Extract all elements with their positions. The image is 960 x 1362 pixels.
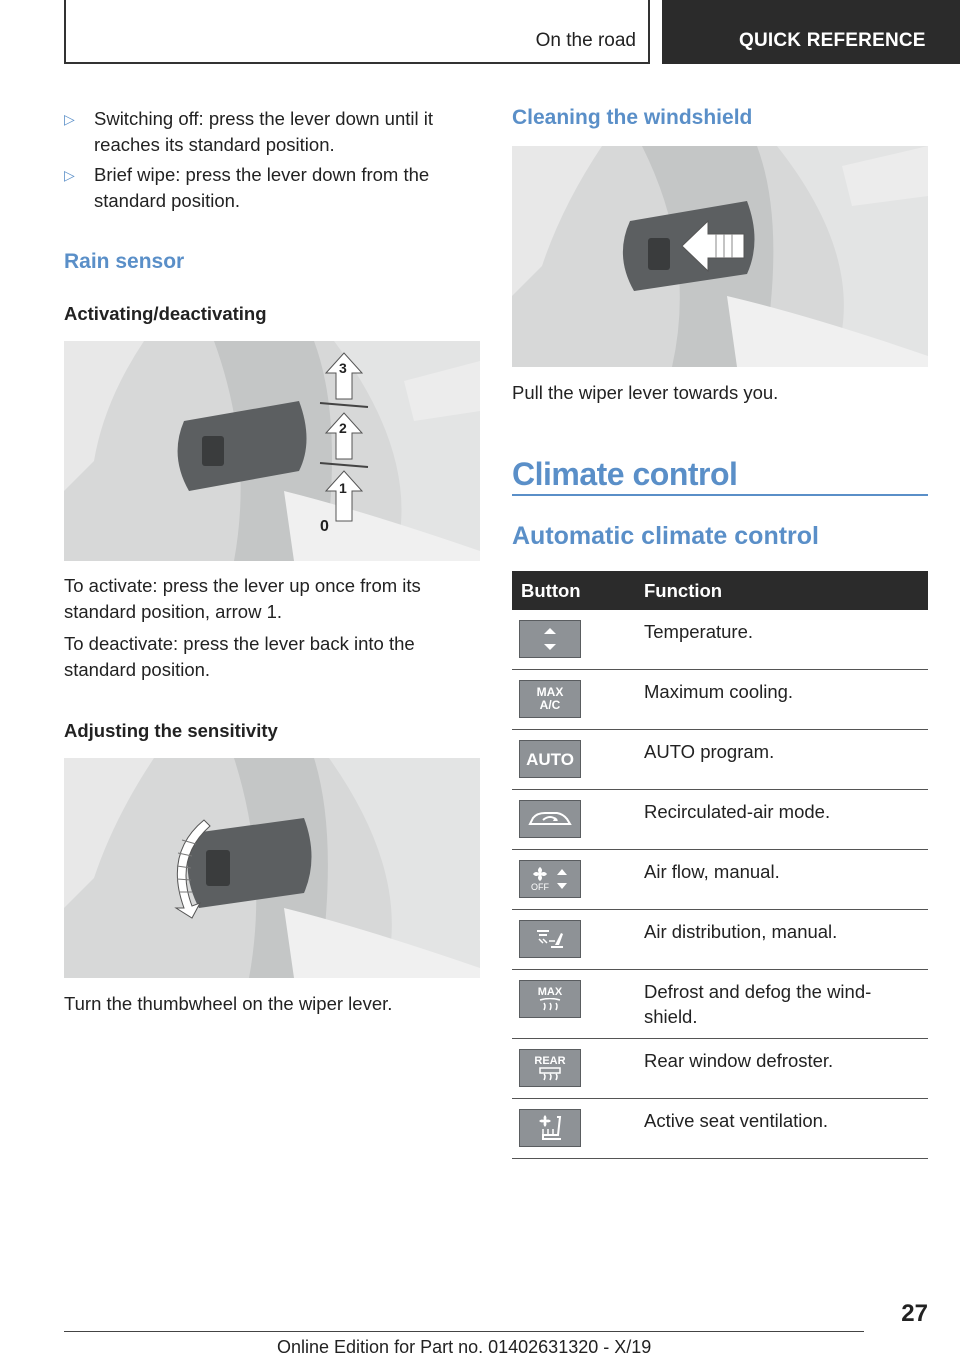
footer-divider — [64, 1331, 864, 1332]
bullet-text: Brief wipe: press the lever down from the standard position. — [94, 164, 430, 211]
figure-label: 3 — [339, 360, 347, 376]
max-ac-icon — [519, 680, 581, 718]
table-row — [512, 1039, 928, 1099]
function-cell: Temperature. — [634, 610, 928, 670]
table-row — [512, 910, 928, 970]
deactivate-instruction: To deactivate: press the lever back into the standard position. — [64, 633, 415, 680]
icon-text: MAX — [537, 986, 563, 998]
wiper-lever-up-illustration — [64, 341, 480, 561]
column-header-function: Function — [634, 571, 928, 610]
figure-label: 0 — [320, 518, 329, 535]
function-cell: Air flow, manual. — [634, 850, 928, 910]
table-header-row — [512, 571, 928, 610]
bullet-item — [64, 162, 464, 214]
activating-heading: Activating/deactivating — [64, 303, 267, 324]
icon-text: MAX — [536, 685, 564, 699]
page-number: 27 — [901, 1300, 928, 1327]
cleaning-heading: Cleaning the windshield — [512, 106, 753, 129]
function-cell: Recirculated-air mode. — [634, 790, 928, 850]
climate-control-heading: Climate control — [512, 456, 738, 492]
bullet-text: Switching off: press the lever down until it reaches its standard position. — [94, 108, 433, 155]
section-divider — [512, 494, 928, 496]
rear-defrost-icon — [519, 1049, 581, 1087]
figure-label: 2 — [339, 420, 347, 436]
function-cell: Air distribution, manual. — [634, 910, 928, 970]
max-defrost-icon — [519, 980, 581, 1018]
activate-instruction: To activate: press the lever up once from its standard position, arrow 1. — [64, 575, 421, 622]
column-header-button: Button — [512, 571, 634, 610]
pull-lever-illustration — [512, 146, 928, 367]
footer-edition-text: Online Edition for Part no. 01402631320 - X/19 — [277, 1337, 652, 1357]
function-cell: Maximum cooling. — [634, 670, 928, 730]
header-chapter-title: QUICK REFERENCE — [739, 30, 926, 51]
sensitivity-instruction: Turn the thumbwheel on the wiper lever. — [64, 993, 393, 1014]
table-row — [512, 850, 928, 910]
bullet-item — [64, 106, 464, 158]
table-row — [512, 970, 928, 1039]
air-distribution-icon — [519, 920, 581, 958]
thumbwheel-illustration — [64, 758, 480, 978]
icon-text: A/C — [539, 698, 561, 712]
seat-ventilation-icon — [519, 1109, 581, 1147]
cleaning-instruction: Pull the wiper lever towards you. — [512, 382, 779, 403]
header-section-tab — [64, 0, 650, 64]
recirculation-car-icon — [519, 800, 581, 838]
icon-text: OFF — [531, 882, 549, 892]
figure-label: 1 — [339, 480, 347, 496]
automatic-climate-heading: Automatic climate control — [512, 522, 819, 550]
triangle-bullet-icon: ▷ — [64, 167, 75, 183]
climate-button-table — [512, 571, 928, 1159]
table-row — [512, 1099, 928, 1159]
header-section-title: On the road — [535, 30, 636, 51]
table-row — [512, 790, 928, 850]
auto-icon — [519, 740, 581, 778]
thumbwheel-svg — [64, 758, 480, 978]
table-row — [512, 670, 928, 730]
pull-lever-svg — [512, 146, 928, 367]
icon-text: AUTO — [526, 749, 574, 769]
table-row — [512, 730, 928, 790]
table-row — [512, 610, 928, 670]
sensitivity-heading: Adjusting the sensitivity — [64, 720, 278, 741]
rain-sensor-heading: Rain sensor — [64, 250, 185, 273]
fan-off-arrows-icon — [519, 860, 581, 898]
function-cell: Defrost and defog the wind-shield. — [634, 970, 928, 1039]
triangle-bullet-icon: ▷ — [64, 111, 75, 127]
icon-text: REAR — [534, 1055, 566, 1067]
function-cell: Rear window defroster. — [634, 1039, 928, 1099]
temperature-arrows-icon — [519, 620, 581, 658]
function-cell: Active seat ventilation. — [634, 1099, 928, 1159]
wiper-lever-svg — [64, 341, 480, 561]
function-cell: AUTO program. — [634, 730, 928, 790]
